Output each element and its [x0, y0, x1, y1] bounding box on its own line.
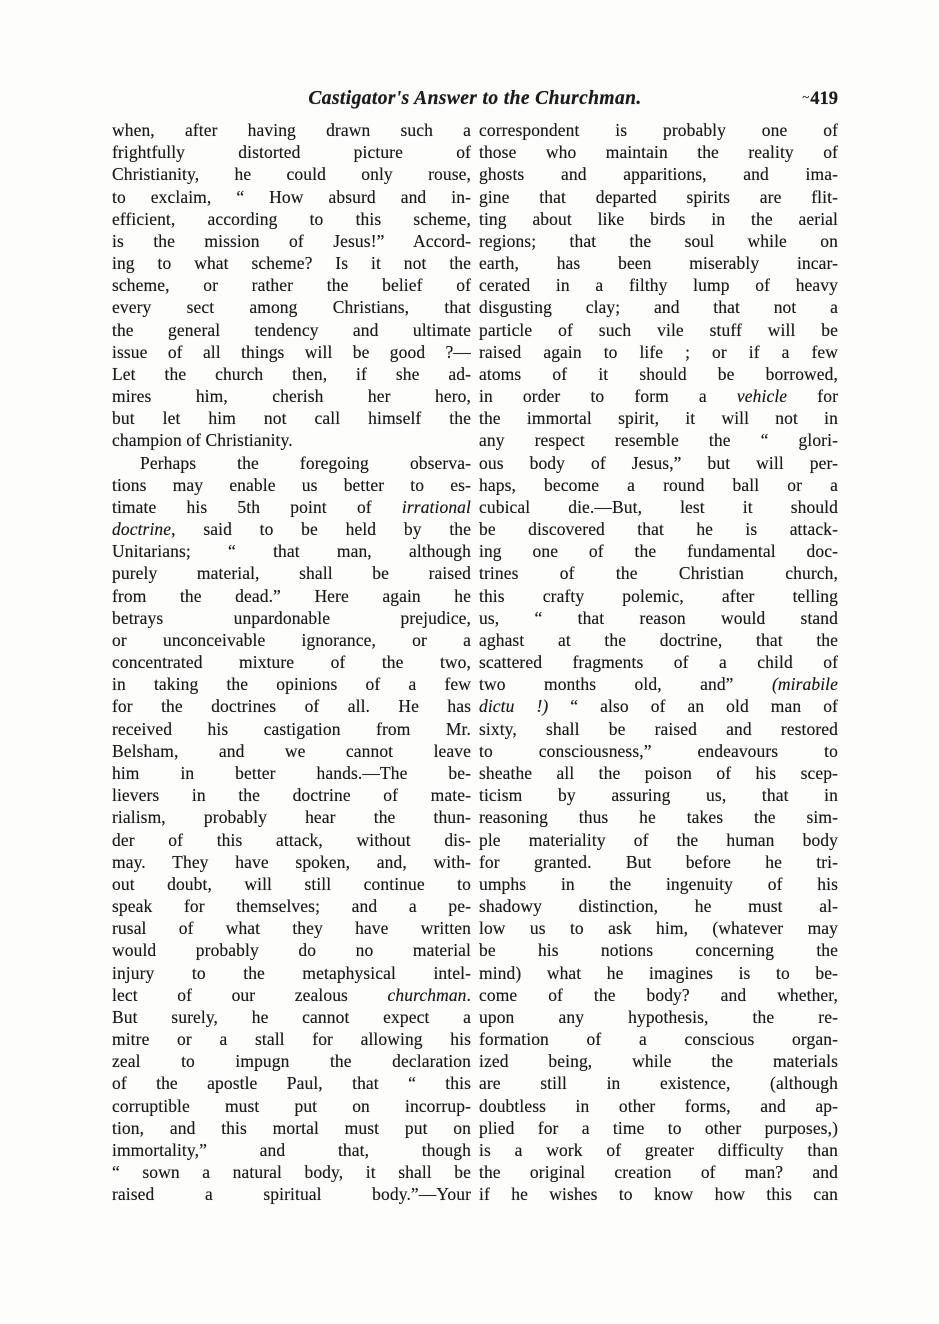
text-line: come of the body? and whether,	[479, 984, 838, 1005]
text-line: mind) what he imagines is to be-	[479, 962, 838, 983]
text-line: regions; that the soul while on	[479, 230, 838, 251]
text-line: frightfully distorted picture of	[112, 142, 471, 163]
text-line: if he wishes to know how this can	[479, 1184, 838, 1205]
text-line: dictu !) “ also of an old man of	[479, 696, 838, 717]
text-line: correspondent is probably one of	[479, 120, 838, 140]
text-line: sheathe all the poison of his scep-	[479, 762, 838, 783]
text-line: rialism, probably hear the thun-	[112, 807, 471, 828]
text-line: from the dead.” Here again he	[112, 585, 471, 606]
text-line: scheme, or rather the belief of	[112, 275, 471, 296]
text-line: upon any hypothesis, the re-	[479, 1006, 838, 1027]
text-line: corruptible must put on incorrup-	[112, 1095, 471, 1116]
text-line: are still in existence, (although	[479, 1073, 838, 1094]
text-line: aghast at the doctrine, that the	[479, 629, 838, 650]
text-line: in order to form a vehicle for	[479, 386, 838, 407]
text-line: ghosts and apparitions, and ima-	[479, 164, 838, 185]
text-line: ized being, while the materials	[479, 1051, 838, 1072]
text-line: efficient, according to this scheme,	[112, 208, 471, 229]
page-header	[112, 88, 838, 116]
page-title: Castigator's Answer to the Churchman.	[308, 88, 642, 109]
column-right	[479, 119, 838, 1205]
text-line: earth, has been miserably incar-	[479, 253, 838, 274]
text-line: any respect resemble the “ glori-	[479, 430, 838, 451]
text-line: zeal to impugn the declaration	[112, 1051, 471, 1072]
text-line: ing one of the fundamental doc-	[479, 541, 838, 562]
text-line: immortality,” and that, though	[112, 1139, 471, 1160]
text-line: haps, become a round ball or a	[479, 474, 838, 495]
text-line: Let the church then, if she ad-	[112, 363, 471, 384]
text-line: those who maintain the reality of	[479, 142, 838, 163]
text-line: the immortal spirit, it will not in	[479, 408, 838, 429]
page-number	[802, 89, 838, 110]
text-line: him in better hands.—The be-	[112, 762, 471, 783]
text-line: to exclaim, “ How absurd and in-	[112, 186, 471, 207]
text-line: injury to the metaphysical intel-	[112, 962, 471, 983]
text-line: mires him, cherish her hero,	[112, 386, 471, 407]
text-line: But surely, he cannot expect a	[112, 1006, 471, 1027]
text-line: Belsham, and we cannot leave	[112, 740, 471, 761]
text-line: particle of such vile stuff will be	[479, 319, 838, 340]
text-line: ticism by assuring us, that in	[479, 785, 838, 806]
text-line: out doubt, will still continue to	[112, 873, 471, 894]
column-left	[112, 119, 471, 1205]
text-line: the general tendency and ultimate	[112, 319, 471, 340]
text-line: be discovered that he is attack-	[479, 519, 838, 540]
text-line: is a work of greater difficulty than	[479, 1139, 838, 1160]
text-line: would probably do no material	[112, 940, 471, 961]
text-line: der of this attack, without dis-	[112, 829, 471, 850]
text-line: rusal of what they have written	[112, 918, 471, 939]
text-line: to consciousness,” endeavours to	[479, 740, 838, 761]
text-line: this crafty polemic, after telling	[479, 585, 838, 606]
text-line: but let him not call himself the	[112, 408, 471, 429]
text-line: doctrine, said to be held by the	[112, 519, 471, 540]
text-line: mitre or a stall for allowing his	[112, 1029, 471, 1050]
text-line: scattered fragments of a child of	[479, 652, 838, 673]
text-line: of the apostle Paul, that “ this	[112, 1073, 471, 1094]
text-line: two months old, and” (mirabile	[479, 674, 838, 695]
text-columns	[112, 119, 838, 1205]
text-line: for the doctrines of all. He has	[112, 696, 471, 717]
text-line: lect of our zealous churchman.	[112, 984, 471, 1005]
text-line: be his notions concerning the	[479, 940, 838, 961]
text-line: speak for themselves; and a pe-	[112, 896, 471, 917]
text-line: Unitarians; “ that man, although	[112, 541, 471, 562]
text-line: ing to what scheme? Is it not the	[112, 253, 471, 274]
text-line: betrays unpardonable prejudice,	[112, 607, 471, 628]
text-line: in taking the opinions of a few	[112, 674, 471, 695]
text-line: trines of the Christian church,	[479, 563, 838, 584]
text-line: raised again to life ; or if a few	[479, 341, 838, 362]
text-line: Perhaps the foregoing observa-	[140, 452, 471, 473]
text-line: when, after having drawn such a	[112, 120, 471, 140]
text-line: formation of a conscious organ-	[479, 1029, 838, 1050]
text-line: champion of Christianity.	[112, 430, 293, 451]
text-line: raised a spiritual body.”—Your	[112, 1184, 471, 1205]
text-line: cubical die.—But, lest it should	[479, 496, 838, 517]
text-line: ple materiality of the human body	[479, 829, 838, 850]
text-line: every sect among Christians, that	[112, 297, 471, 318]
text-line: plied for a time to other purposes,)	[479, 1117, 838, 1138]
text-line: sixty, shall be raised and restored	[479, 718, 838, 739]
text-line: low us to ask him, (whatever may	[479, 918, 838, 939]
text-line: issue of all things will be good ?—	[112, 341, 471, 362]
text-line: timate his 5th point of irrational	[112, 496, 471, 517]
text-line: “ sown a natural body, it shall be	[112, 1162, 471, 1183]
text-line: may. They have spoken, and, with-	[112, 851, 471, 872]
text-line: cerated in a filthy lump of heavy	[479, 275, 838, 296]
page-number-mark: ~	[802, 89, 810, 104]
text-line: tion, and this mortal must put on	[112, 1117, 471, 1138]
text-line: is the mission of Jesus!” Accord-	[112, 230, 471, 251]
text-line: concentrated mixture of the two,	[112, 652, 471, 673]
text-line: lievers in the doctrine of mate-	[112, 785, 471, 806]
text-line: doubtless in other forms, and ap-	[479, 1095, 838, 1116]
text-line: umphs in the ingenuity of his	[479, 873, 838, 894]
page-number-value: 419	[810, 89, 838, 109]
text-line: received his castigation from Mr.	[112, 718, 471, 739]
text-line: ting about like birds in the aerial	[479, 208, 838, 229]
text-line: gine that departed spirits are flit-	[479, 186, 838, 207]
text-line: or unconceivable ignorance, or a	[112, 629, 471, 650]
text-line: the original creation of man? and	[479, 1162, 838, 1183]
text-line: shadowy distinction, he must al-	[479, 896, 838, 917]
text-line: atoms of it should be borrowed,	[479, 363, 838, 384]
text-line: us, “ that reason would stand	[479, 607, 838, 628]
text-line: tions may enable us better to es-	[112, 474, 471, 495]
text-line: purely material, shall be raised	[112, 563, 471, 584]
text-line: ous body of Jesus,” but will per-	[479, 452, 838, 473]
text-line: reasoning thus he takes the sim-	[479, 807, 838, 828]
text-line: for granted. But before he tri-	[479, 851, 838, 872]
text-line: disgusting clay; and that not a	[479, 297, 838, 318]
text-line: Christianity, he could only rouse,	[112, 164, 471, 185]
